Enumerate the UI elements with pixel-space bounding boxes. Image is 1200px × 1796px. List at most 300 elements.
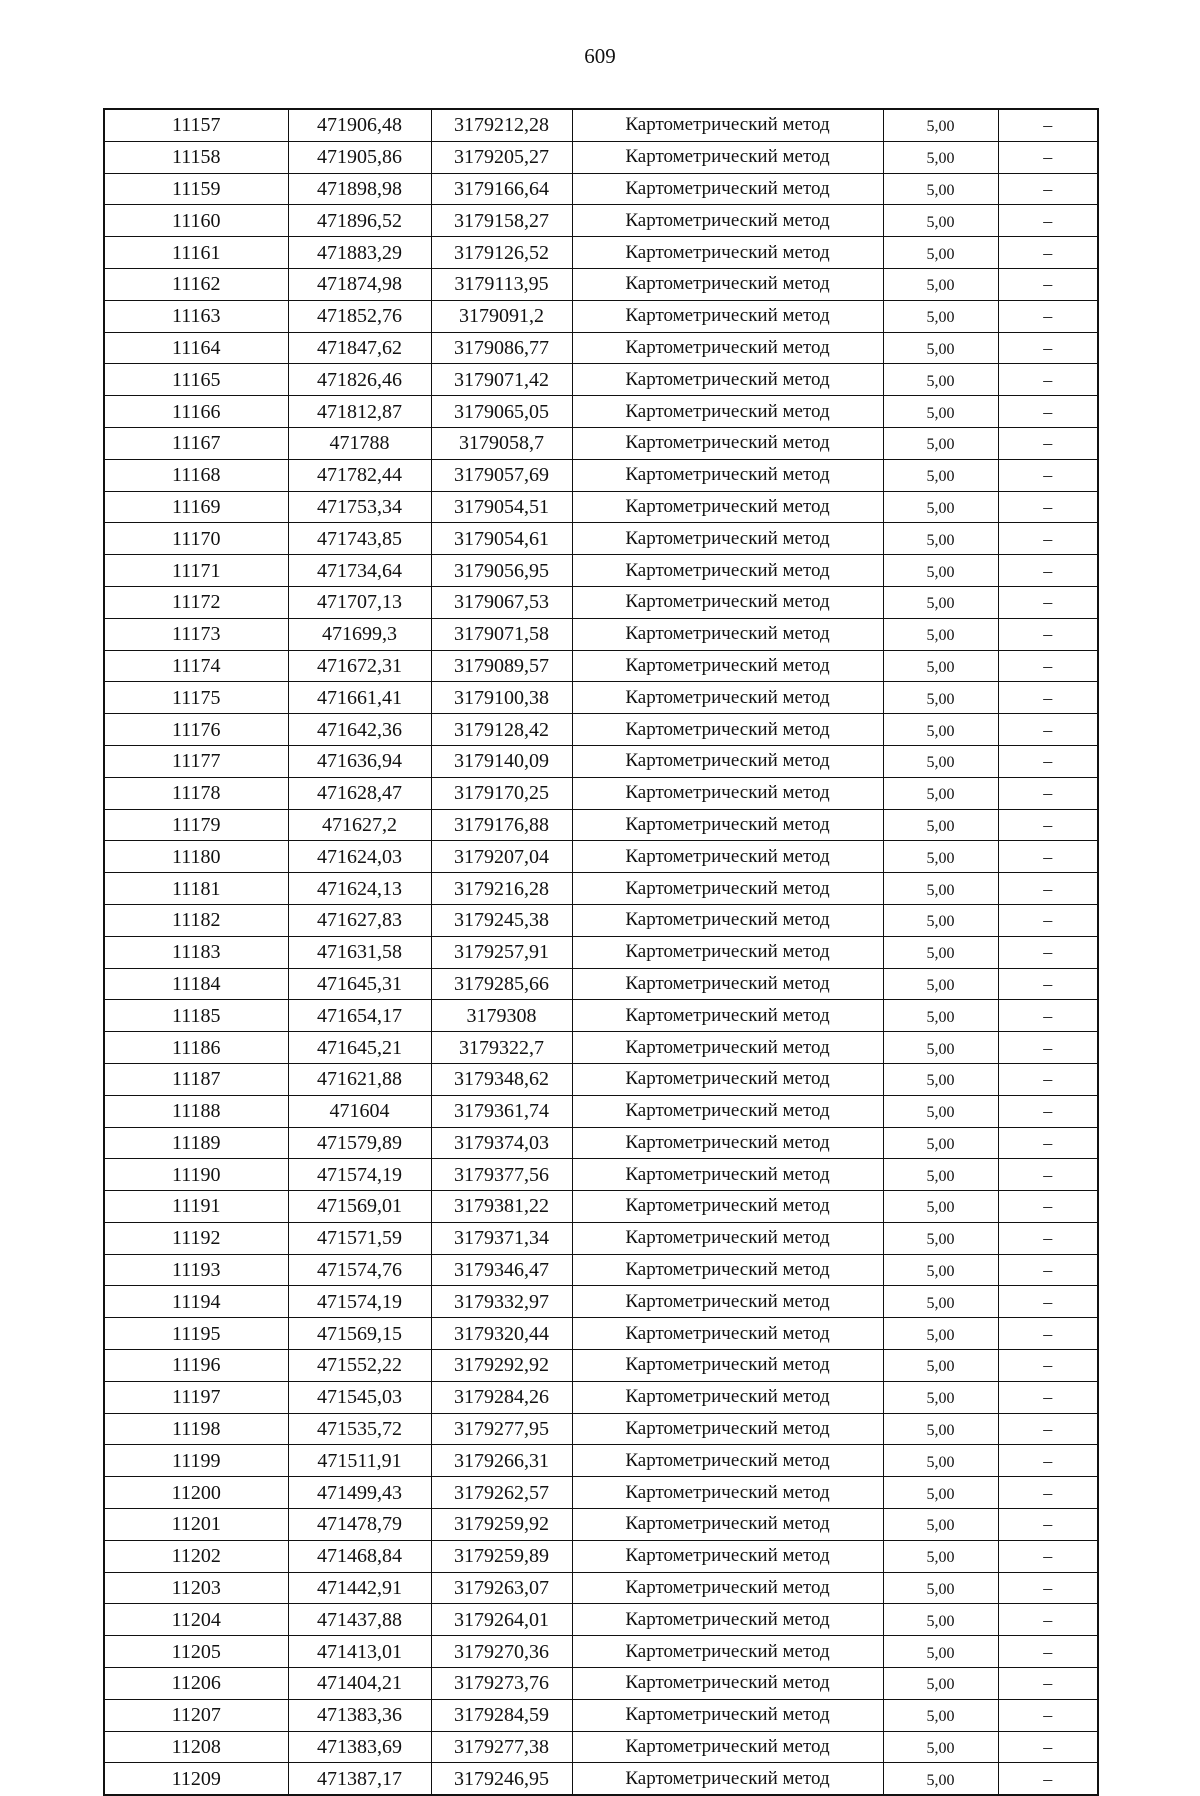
table-row	[104, 1509, 1098, 1541]
accuracy-cell: 5,00	[883, 1509, 998, 1541]
y-coordinate-cell: 3179257,91	[431, 936, 572, 968]
point-number-cell: 11188	[104, 1095, 288, 1127]
note-cell: –	[998, 173, 1098, 205]
y-coordinate-cell: 3179371,34	[431, 1222, 572, 1254]
note-cell: –	[998, 1604, 1098, 1636]
method-cell: Картометрический метод	[572, 682, 883, 714]
x-coordinate-cell: 471707,13	[288, 586, 431, 618]
point-number-cell: 11182	[104, 904, 288, 936]
y-coordinate-cell: 3179346,47	[431, 1254, 572, 1286]
x-coordinate-cell: 471847,62	[288, 332, 431, 364]
y-coordinate-cell: 3179308	[431, 1000, 572, 1032]
y-coordinate-cell: 3179205,27	[431, 141, 572, 173]
table-row	[104, 936, 1098, 968]
table-row	[104, 1191, 1098, 1223]
point-number-cell: 11209	[104, 1763, 288, 1795]
coordinates-table	[103, 108, 1099, 1796]
table-row	[104, 1222, 1098, 1254]
accuracy-cell: 5,00	[883, 1604, 998, 1636]
x-coordinate-cell: 471874,98	[288, 268, 431, 300]
table-row	[104, 459, 1098, 491]
note-cell: –	[998, 1731, 1098, 1763]
accuracy-cell: 5,00	[883, 714, 998, 746]
x-coordinate-cell: 471545,03	[288, 1381, 431, 1413]
method-cell: Картометрический метод	[572, 936, 883, 968]
note-cell: –	[998, 1477, 1098, 1509]
table-row	[104, 1254, 1098, 1286]
method-cell: Картометрический метод	[572, 491, 883, 523]
y-coordinate-cell: 3179091,2	[431, 300, 572, 332]
note-cell: –	[998, 1000, 1098, 1032]
method-cell: Картометрический метод	[572, 968, 883, 1000]
method-cell: Картометрический метод	[572, 1763, 883, 1795]
method-cell: Картометрический метод	[572, 459, 883, 491]
y-coordinate-cell: 3179140,09	[431, 745, 572, 777]
x-coordinate-cell: 471812,87	[288, 396, 431, 428]
method-cell: Картометрический метод	[572, 332, 883, 364]
accuracy-cell: 5,00	[883, 682, 998, 714]
table-row	[104, 1540, 1098, 1572]
table-row	[104, 141, 1098, 173]
point-number-cell: 11178	[104, 777, 288, 809]
method-cell: Картометрический метод	[572, 1699, 883, 1731]
note-cell: –	[998, 873, 1098, 905]
accuracy-cell: 5,00	[883, 1222, 998, 1254]
method-cell: Картометрический метод	[572, 841, 883, 873]
accuracy-cell: 5,00	[883, 1731, 998, 1763]
x-coordinate-cell: 471645,21	[288, 1032, 431, 1064]
x-coordinate-cell: 471645,31	[288, 968, 431, 1000]
x-coordinate-cell: 471906,48	[288, 109, 431, 141]
note-cell: –	[998, 459, 1098, 491]
accuracy-cell: 5,00	[883, 268, 998, 300]
x-coordinate-cell: 471826,46	[288, 364, 431, 396]
y-coordinate-cell: 3179065,05	[431, 396, 572, 428]
method-cell: Картометрический метод	[572, 1445, 883, 1477]
table-row	[104, 332, 1098, 364]
table-row	[104, 364, 1098, 396]
table-row	[104, 1636, 1098, 1668]
method-cell: Картометрический метод	[572, 1413, 883, 1445]
accuracy-cell: 5,00	[883, 809, 998, 841]
note-cell: –	[998, 1127, 1098, 1159]
accuracy-cell: 5,00	[883, 1763, 998, 1795]
y-coordinate-cell: 3179207,04	[431, 841, 572, 873]
y-coordinate-cell: 3179170,25	[431, 777, 572, 809]
table-row	[104, 841, 1098, 873]
y-coordinate-cell: 3179320,44	[431, 1318, 572, 1350]
y-coordinate-cell: 3179263,07	[431, 1572, 572, 1604]
table-row	[104, 1127, 1098, 1159]
accuracy-cell: 5,00	[883, 109, 998, 141]
table-row	[104, 173, 1098, 205]
x-coordinate-cell: 471442,91	[288, 1572, 431, 1604]
y-coordinate-cell: 3179158,27	[431, 205, 572, 237]
point-number-cell: 11200	[104, 1477, 288, 1509]
x-coordinate-cell: 471574,19	[288, 1159, 431, 1191]
point-number-cell: 11174	[104, 650, 288, 682]
point-number-cell: 11205	[104, 1636, 288, 1668]
point-number-cell: 11163	[104, 300, 288, 332]
accuracy-cell: 5,00	[883, 1095, 998, 1127]
table-row	[104, 1032, 1098, 1064]
point-number-cell: 11208	[104, 1731, 288, 1763]
point-number-cell: 11202	[104, 1540, 288, 1572]
note-cell: –	[998, 268, 1098, 300]
note-cell: –	[998, 109, 1098, 141]
point-number-cell: 11206	[104, 1668, 288, 1700]
accuracy-cell: 5,00	[883, 650, 998, 682]
point-number-cell: 11192	[104, 1222, 288, 1254]
note-cell: –	[998, 300, 1098, 332]
note-cell: –	[998, 1699, 1098, 1731]
note-cell: –	[998, 904, 1098, 936]
point-number-cell: 11184	[104, 968, 288, 1000]
point-number-cell: 11189	[104, 1127, 288, 1159]
x-coordinate-cell: 471604	[288, 1095, 431, 1127]
accuracy-cell: 5,00	[883, 1318, 998, 1350]
point-number-cell: 11175	[104, 682, 288, 714]
table-row	[104, 205, 1098, 237]
table-row	[104, 904, 1098, 936]
x-coordinate-cell: 471579,89	[288, 1127, 431, 1159]
point-number-cell: 11161	[104, 237, 288, 269]
method-cell: Картометрический метод	[572, 523, 883, 555]
point-number-cell: 11187	[104, 1063, 288, 1095]
table-row	[104, 1000, 1098, 1032]
x-coordinate-cell: 471569,15	[288, 1318, 431, 1350]
accuracy-cell: 5,00	[883, 1477, 998, 1509]
note-cell: –	[998, 1763, 1098, 1795]
x-coordinate-cell: 471627,83	[288, 904, 431, 936]
method-cell: Картометрический метод	[572, 904, 883, 936]
method-cell: Картометрический метод	[572, 237, 883, 269]
x-coordinate-cell: 471753,34	[288, 491, 431, 523]
table-row	[104, 1477, 1098, 1509]
x-coordinate-cell: 471905,86	[288, 141, 431, 173]
note-cell: –	[998, 777, 1098, 809]
method-cell: Картометрический метод	[572, 300, 883, 332]
x-coordinate-cell: 471743,85	[288, 523, 431, 555]
table-body	[104, 109, 1098, 1795]
x-coordinate-cell: 471852,76	[288, 300, 431, 332]
method-cell: Картометрический метод	[572, 555, 883, 587]
table-row	[104, 1668, 1098, 1700]
point-number-cell: 11191	[104, 1191, 288, 1223]
note-cell: –	[998, 1063, 1098, 1095]
method-cell: Картометрический метод	[572, 1000, 883, 1032]
x-coordinate-cell: 471672,31	[288, 650, 431, 682]
method-cell: Картометрический метод	[572, 109, 883, 141]
method-cell: Картометрический метод	[572, 1095, 883, 1127]
table-row	[104, 427, 1098, 459]
point-number-cell: 11165	[104, 364, 288, 396]
point-number-cell: 11173	[104, 618, 288, 650]
point-number-cell: 11158	[104, 141, 288, 173]
note-cell: –	[998, 555, 1098, 587]
note-cell: –	[998, 682, 1098, 714]
note-cell: –	[998, 205, 1098, 237]
point-number-cell: 11176	[104, 714, 288, 746]
accuracy-cell: 5,00	[883, 523, 998, 555]
x-coordinate-cell: 471535,72	[288, 1413, 431, 1445]
y-coordinate-cell: 3179054,51	[431, 491, 572, 523]
y-coordinate-cell: 3179071,58	[431, 618, 572, 650]
x-coordinate-cell: 471404,21	[288, 1668, 431, 1700]
accuracy-cell: 5,00	[883, 300, 998, 332]
accuracy-cell: 5,00	[883, 968, 998, 1000]
x-coordinate-cell: 471627,2	[288, 809, 431, 841]
note-cell: –	[998, 968, 1098, 1000]
y-coordinate-cell: 3179377,56	[431, 1159, 572, 1191]
note-cell: –	[998, 1222, 1098, 1254]
point-number-cell: 11199	[104, 1445, 288, 1477]
point-number-cell: 11157	[104, 109, 288, 141]
page-number: 609	[584, 44, 616, 68]
y-coordinate-cell: 3179216,28	[431, 873, 572, 905]
note-cell: –	[998, 809, 1098, 841]
y-coordinate-cell: 3179277,95	[431, 1413, 572, 1445]
accuracy-cell: 5,00	[883, 1668, 998, 1700]
x-coordinate-cell: 471898,98	[288, 173, 431, 205]
y-coordinate-cell: 3179100,38	[431, 682, 572, 714]
table-row	[104, 1572, 1098, 1604]
method-cell: Картометрический метод	[572, 141, 883, 173]
note-cell: –	[998, 1572, 1098, 1604]
x-coordinate-cell: 471574,19	[288, 1286, 431, 1318]
accuracy-cell: 5,00	[883, 1572, 998, 1604]
note-cell: –	[998, 714, 1098, 746]
y-coordinate-cell: 3179057,69	[431, 459, 572, 491]
method-cell: Картометрический метод	[572, 268, 883, 300]
method-cell: Картометрический метод	[572, 714, 883, 746]
accuracy-cell: 5,00	[883, 1127, 998, 1159]
method-cell: Картометрический метод	[572, 1540, 883, 1572]
point-number-cell: 11171	[104, 555, 288, 587]
point-number-cell: 11197	[104, 1381, 288, 1413]
y-coordinate-cell: 3179273,76	[431, 1668, 572, 1700]
x-coordinate-cell: 471383,36	[288, 1699, 431, 1731]
table-row	[104, 109, 1098, 141]
point-number-cell: 11204	[104, 1604, 288, 1636]
point-number-cell: 11169	[104, 491, 288, 523]
x-coordinate-cell: 471499,43	[288, 1477, 431, 1509]
accuracy-cell: 5,00	[883, 1540, 998, 1572]
x-coordinate-cell: 471624,13	[288, 873, 431, 905]
y-coordinate-cell: 3179381,22	[431, 1191, 572, 1223]
x-coordinate-cell: 471628,47	[288, 777, 431, 809]
point-number-cell: 11203	[104, 1572, 288, 1604]
method-cell: Картометрический метод	[572, 1286, 883, 1318]
note-cell: –	[998, 841, 1098, 873]
y-coordinate-cell: 3179067,53	[431, 586, 572, 618]
method-cell: Картометрический метод	[572, 1254, 883, 1286]
point-number-cell: 11194	[104, 1286, 288, 1318]
x-coordinate-cell: 471654,17	[288, 1000, 431, 1032]
note-cell: –	[998, 586, 1098, 618]
x-coordinate-cell: 471413,01	[288, 1636, 431, 1668]
accuracy-cell: 5,00	[883, 873, 998, 905]
accuracy-cell: 5,00	[883, 618, 998, 650]
method-cell: Картометрический метод	[572, 1127, 883, 1159]
y-coordinate-cell: 3179086,77	[431, 332, 572, 364]
accuracy-cell: 5,00	[883, 237, 998, 269]
point-number-cell: 11162	[104, 268, 288, 300]
x-coordinate-cell: 471699,3	[288, 618, 431, 650]
point-number-cell: 11159	[104, 173, 288, 205]
note-cell: –	[998, 1191, 1098, 1223]
accuracy-cell: 5,00	[883, 1381, 998, 1413]
method-cell: Картометрический метод	[572, 427, 883, 459]
x-coordinate-cell: 471631,58	[288, 936, 431, 968]
point-number-cell: 11193	[104, 1254, 288, 1286]
method-cell: Картометрический метод	[572, 1636, 883, 1668]
note-cell: –	[998, 1445, 1098, 1477]
table-row	[104, 1318, 1098, 1350]
note-cell: –	[998, 396, 1098, 428]
method-cell: Картометрический метод	[572, 809, 883, 841]
table-row	[104, 809, 1098, 841]
y-coordinate-cell: 3179374,03	[431, 1127, 572, 1159]
table-row	[104, 1699, 1098, 1731]
accuracy-cell: 5,00	[883, 1350, 998, 1382]
method-cell: Картометрический метод	[572, 364, 883, 396]
y-coordinate-cell: 3179284,26	[431, 1381, 572, 1413]
x-coordinate-cell: 471883,29	[288, 237, 431, 269]
accuracy-cell: 5,00	[883, 777, 998, 809]
point-number-cell: 11160	[104, 205, 288, 237]
note-cell: –	[998, 1286, 1098, 1318]
note-cell: –	[998, 1254, 1098, 1286]
table-row	[104, 1381, 1098, 1413]
table-row	[104, 745, 1098, 777]
y-coordinate-cell: 3179348,62	[431, 1063, 572, 1095]
point-number-cell: 11195	[104, 1318, 288, 1350]
method-cell: Картометрический метод	[572, 586, 883, 618]
x-coordinate-cell: 471437,88	[288, 1604, 431, 1636]
table-row	[104, 237, 1098, 269]
accuracy-cell: 5,00	[883, 1032, 998, 1064]
note-cell: –	[998, 1636, 1098, 1668]
accuracy-cell: 5,00	[883, 205, 998, 237]
note-cell: –	[998, 745, 1098, 777]
point-number-cell: 11164	[104, 332, 288, 364]
note-cell: –	[998, 936, 1098, 968]
y-coordinate-cell: 3179292,92	[431, 1350, 572, 1382]
x-coordinate-cell: 471574,76	[288, 1254, 431, 1286]
table-row	[104, 777, 1098, 809]
y-coordinate-cell: 3179113,95	[431, 268, 572, 300]
accuracy-cell: 5,00	[883, 1191, 998, 1223]
point-number-cell: 11172	[104, 586, 288, 618]
accuracy-cell: 5,00	[883, 1445, 998, 1477]
note-cell: –	[998, 1032, 1098, 1064]
x-coordinate-cell: 471383,69	[288, 1731, 431, 1763]
y-coordinate-cell: 3179245,38	[431, 904, 572, 936]
table-row	[104, 1063, 1098, 1095]
method-cell: Картометрический метод	[572, 1668, 883, 1700]
accuracy-cell: 5,00	[883, 745, 998, 777]
table-row	[104, 300, 1098, 332]
x-coordinate-cell: 471478,79	[288, 1509, 431, 1541]
y-coordinate-cell: 3179056,95	[431, 555, 572, 587]
accuracy-cell: 5,00	[883, 1254, 998, 1286]
accuracy-cell: 5,00	[883, 427, 998, 459]
note-cell: –	[998, 427, 1098, 459]
note-cell: –	[998, 1668, 1098, 1700]
point-number-cell: 11198	[104, 1413, 288, 1445]
note-cell: –	[998, 523, 1098, 555]
table-row	[104, 1763, 1098, 1795]
table-row	[104, 1159, 1098, 1191]
accuracy-cell: 5,00	[883, 1000, 998, 1032]
point-number-cell: 11170	[104, 523, 288, 555]
note-cell: –	[998, 332, 1098, 364]
method-cell: Картометрический метод	[572, 1509, 883, 1541]
y-coordinate-cell: 3179126,52	[431, 237, 572, 269]
y-coordinate-cell: 3179264,01	[431, 1604, 572, 1636]
note-cell: –	[998, 1413, 1098, 1445]
note-cell: –	[998, 1381, 1098, 1413]
y-coordinate-cell: 3179262,57	[431, 1477, 572, 1509]
table-row	[104, 873, 1098, 905]
method-cell: Картометрический метод	[572, 1222, 883, 1254]
table-row	[104, 1286, 1098, 1318]
accuracy-cell: 5,00	[883, 491, 998, 523]
note-cell: –	[998, 141, 1098, 173]
method-cell: Картометрический метод	[572, 1318, 883, 1350]
y-coordinate-cell: 3179058,7	[431, 427, 572, 459]
table-row	[104, 268, 1098, 300]
method-cell: Картометрический метод	[572, 1572, 883, 1604]
accuracy-cell: 5,00	[883, 586, 998, 618]
x-coordinate-cell: 471387,17	[288, 1763, 431, 1795]
note-cell: –	[998, 618, 1098, 650]
accuracy-cell: 5,00	[883, 1063, 998, 1095]
x-coordinate-cell: 471511,91	[288, 1445, 431, 1477]
point-number-cell: 11185	[104, 1000, 288, 1032]
y-coordinate-cell: 3179332,97	[431, 1286, 572, 1318]
accuracy-cell: 5,00	[883, 1699, 998, 1731]
method-cell: Картометрический метод	[572, 1063, 883, 1095]
method-cell: Картометрический метод	[572, 745, 883, 777]
point-number-cell: 11183	[104, 936, 288, 968]
point-number-cell: 11177	[104, 745, 288, 777]
method-cell: Картометрический метод	[572, 1381, 883, 1413]
point-number-cell: 11181	[104, 873, 288, 905]
method-cell: Картометрический метод	[572, 1604, 883, 1636]
y-coordinate-cell: 3179259,89	[431, 1540, 572, 1572]
note-cell: –	[998, 650, 1098, 682]
method-cell: Картометрический метод	[572, 1032, 883, 1064]
accuracy-cell: 5,00	[883, 459, 998, 491]
y-coordinate-cell: 3179071,42	[431, 364, 572, 396]
table-row	[104, 618, 1098, 650]
y-coordinate-cell: 3179361,74	[431, 1095, 572, 1127]
x-coordinate-cell: 471734,64	[288, 555, 431, 587]
accuracy-cell: 5,00	[883, 1159, 998, 1191]
point-number-cell: 11166	[104, 396, 288, 428]
x-coordinate-cell: 471552,22	[288, 1350, 431, 1382]
method-cell: Картометрический метод	[572, 205, 883, 237]
note-cell: –	[998, 237, 1098, 269]
point-number-cell: 11196	[104, 1350, 288, 1382]
point-number-cell: 11190	[104, 1159, 288, 1191]
accuracy-cell: 5,00	[883, 904, 998, 936]
x-coordinate-cell: 471788	[288, 427, 431, 459]
accuracy-cell: 5,00	[883, 555, 998, 587]
y-coordinate-cell: 3179089,57	[431, 650, 572, 682]
